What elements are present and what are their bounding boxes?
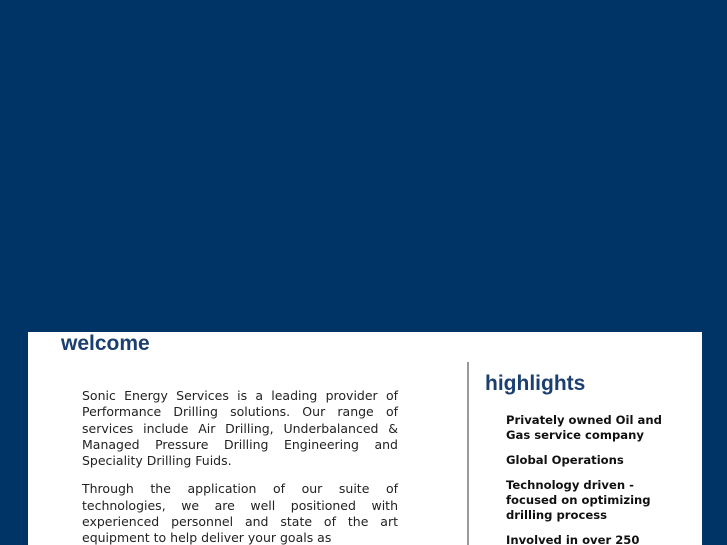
- intro-paragraph: Through the application of our suite of technologies, we are well positioned with experienced personnel and state of the art equipment to help deliver your goals as: [82, 481, 398, 545]
- highlights-list: [506, 413, 676, 545]
- intro-text: [82, 388, 398, 545]
- highlight-item: Involved in over 250: [506, 533, 640, 545]
- welcome-heading: welcome: [61, 332, 150, 355]
- highlight-item: Global Operations: [506, 453, 624, 467]
- content-panel: [28, 332, 702, 545]
- highlight-item: Privately owned Oil and Gas service company: [506, 413, 662, 442]
- highlight-item: Technology driven - focused on optimizing drilling process: [506, 478, 651, 522]
- intro-paragraph: Sonic Energy Services is a leading provider of Performance Drilling solutions. Our range of services include Air Drilling, Underbalanced & Managed Pressure Drilling Engineering and Speciality Drilling Fuids.: [82, 388, 398, 469]
- column-divider: [467, 362, 469, 545]
- highlights-heading: highlights: [485, 372, 586, 395]
